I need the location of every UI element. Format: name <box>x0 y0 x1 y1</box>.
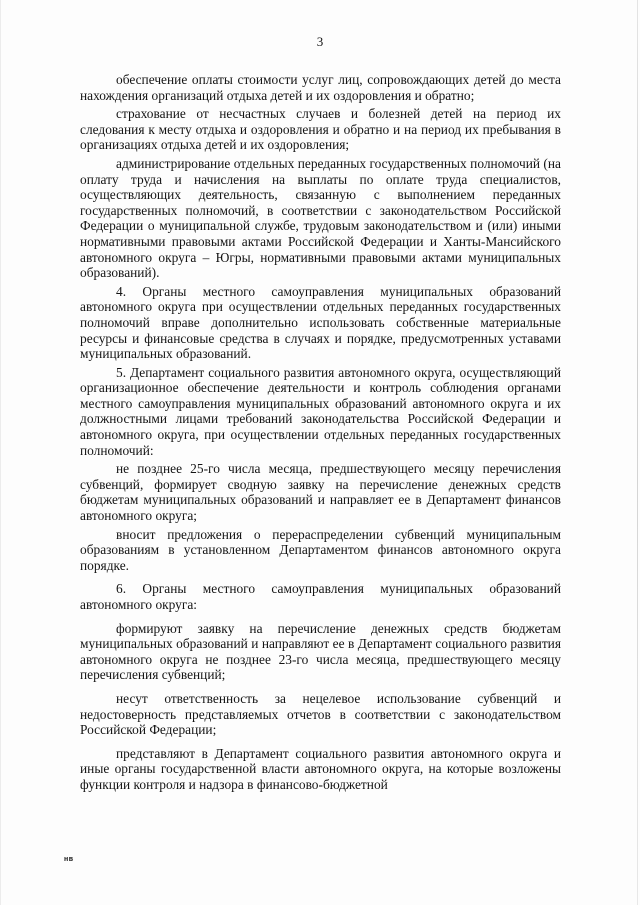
paragraph-insurance: страхование от несчастных случаев и болезней детей на период их следования к месту отдыха и оздоровления и обратно и на период их пребывания в организациях отдыха детей и их оздоровления; <box>80 106 561 153</box>
paragraph-form-request: формируют заявку на перечисление денежных средств бюджетам муниципальных образований и направляют ее в Департамент социального развития автономного округа не позднее 23-го числа месяца, предшествующего месяцу перечисления субвенций; <box>80 620 561 683</box>
paragraph-section-5: 5. Департамент социального развития автономного округа, осуществляющий организационное обеспечение деятельности и контроль соблюдения органами местного самоуправления муниципальных образований автономного округа и их должностными лицами требований законодательства Российской Федерации и автономного округа, при осуществлении отдельных переданных государственных полномочий: <box>80 364 561 458</box>
paragraph-redistribution: вносит предложения о перераспределении субвенций муниципальным образованиям в установленном Департаментом финансов автономного округа порядке. <box>80 526 561 573</box>
document-body <box>80 72 561 793</box>
paragraph-administration: администрирование отдельных переданных государственных полномочий (на оплату труда и начисления на выплаты по оплате труда специалистов, осуществляющих деятельность, связанную с выполнением переданных государственных полномочий, в соответствии с законодательством Российской Федерации о муниципальной службе, трудовым законодательством и (или) иными нормативными правовыми актами Российской Федерации и Ханты-Мансийского автономного округа – Югры, нормативными правовыми актами муниципальных образований). <box>80 155 561 281</box>
scan-edge-left <box>0 0 1 905</box>
scan-edge-right <box>637 0 638 905</box>
paragraph-section-6: 6. Органы местного самоуправления муниципальных образований автономного округа: <box>80 581 561 612</box>
paragraph-responsibility: несут ответственность за нецелевое использование субвенций и недостоверность представляемых отчетов в соответствии с законодательством Российской Федерации; <box>80 690 561 738</box>
paragraph-consolidated-request: не позднее 25-го числа месяца, предшествующего месяцу перечисления субвенций, формирует сводную заявку на перечисление денежных средств бюджетам муниципальных образований и направляет ее в Департамент финансов автономного округа; <box>80 461 561 524</box>
footer-mark: нв <box>64 856 74 863</box>
paragraph-section-4: 4. Органы местного самоуправления муниципальных образований автономного округа при осуществлении отдельных переданных государственных полномочий вправе дополнительно использовать собственные материальные ресурсы и финансовые средства в случаях и порядке, предусмотренных уставами муниципальных образований. <box>80 283 561 362</box>
paragraph-child-escort-costs: обеспечение оплаты стоимости услуг лиц, сопровождающих детей до места нахождения организаций отдыха детей и их оздоровления и обратно; <box>80 72 561 103</box>
page-number: 3 <box>316 34 324 49</box>
paragraph-reporting: представляют в Департамент социального развития автономного округа и иные органы государственной власти автономного округа, на которые возложены функции контроля и надзора в финансово-бюджетной <box>80 745 561 792</box>
